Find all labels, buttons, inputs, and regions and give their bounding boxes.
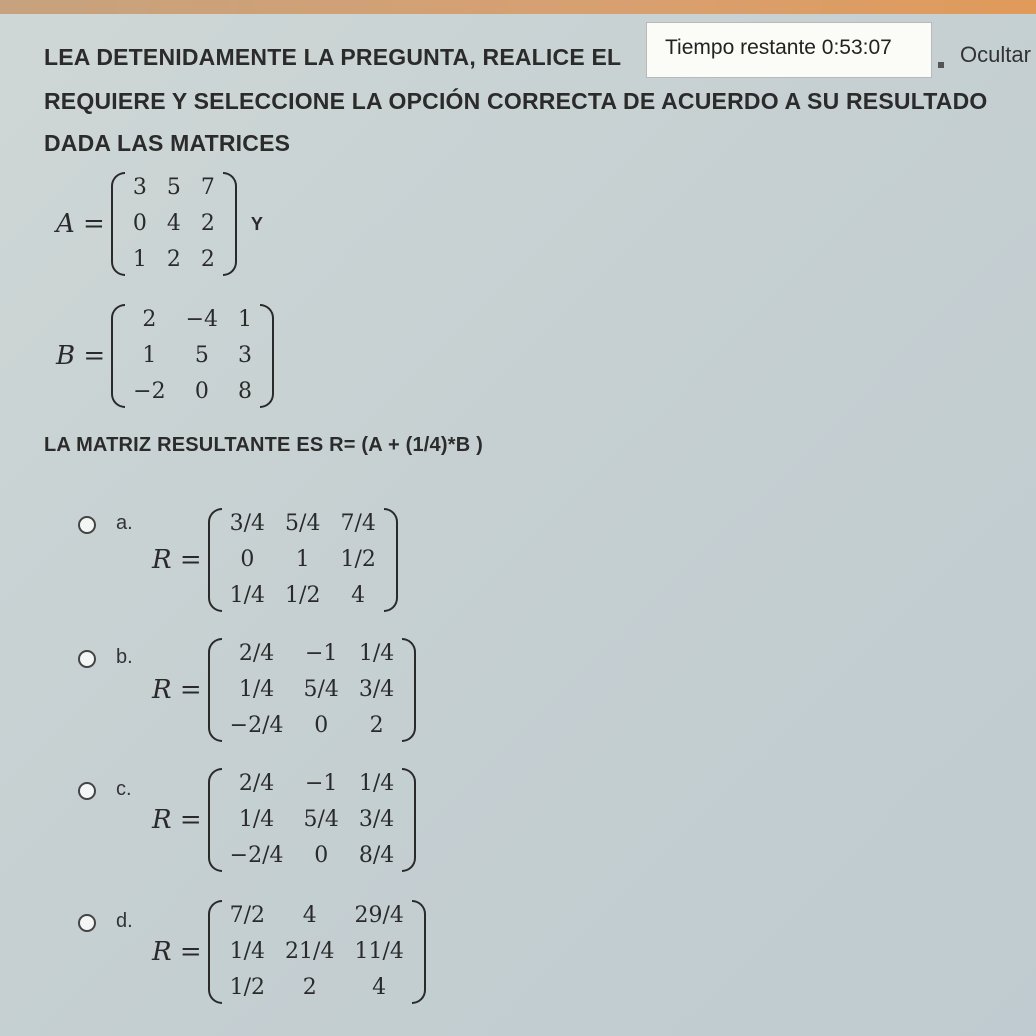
option-b[interactable]: [78, 646, 146, 669]
matrix-cell: 2: [302, 975, 317, 1000]
matrix-cell: 21/4: [285, 939, 335, 964]
and-word: Y: [250, 213, 263, 234]
matrix-cell: 1/2: [340, 547, 376, 572]
matrix-cell: 3/4: [229, 511, 266, 536]
matrix-cell: 1/2: [285, 583, 321, 608]
matrix-cell: 4: [372, 975, 387, 1000]
time-remaining-box: Tiempo restante 0:53:07: [646, 22, 932, 78]
matrix-cell: 4: [351, 583, 366, 608]
matrix-cell: 2/4: [238, 641, 275, 666]
matrix-cell: 8/4: [358, 843, 395, 868]
matrix-a: [56, 172, 263, 276]
matrix-cell: 2: [200, 247, 215, 272]
option-letter: a.: [116, 512, 133, 534]
matrix-cell: 7: [200, 175, 215, 200]
matrix-grid: [212, 508, 394, 612]
matrix-cell: −2/4: [229, 843, 284, 868]
matrix-b-label: B =: [56, 341, 106, 371]
matrix-cell: −2/4: [229, 713, 284, 738]
hide-marker-icon: [938, 62, 944, 68]
matrix-grid: [212, 638, 413, 742]
matrix-cell: 1/4: [358, 771, 395, 796]
radio-button[interactable]: [78, 914, 96, 932]
option-letter: c.: [116, 778, 132, 800]
matrix-cell: 29/4: [354, 903, 404, 928]
matrix-cell: 2: [200, 211, 215, 236]
question-line-1: LEA DETENIDAMENTE LA PREGUNTA, REALICE EL: [44, 44, 622, 70]
radio-button[interactable]: [78, 782, 96, 800]
hide-timer-link[interactable]: Ocultar: [960, 42, 1031, 67]
matrix-cell: 7/2: [229, 903, 266, 928]
matrix-a-grid: [115, 172, 233, 276]
matrix-cell: 5/4: [303, 677, 339, 702]
matrix-cell: 5/4: [303, 807, 339, 832]
matrix-cell: 1: [238, 307, 253, 332]
option-letter: d.: [116, 910, 133, 932]
option-c[interactable]: [78, 778, 146, 801]
radio-button[interactable]: [78, 650, 96, 668]
option-letter: b.: [116, 646, 133, 668]
matrix-grid: [212, 768, 413, 872]
matrix-cell: −2: [133, 379, 166, 404]
matrix-label: R =: [152, 545, 202, 575]
matrix-cell: 11/4: [354, 939, 404, 964]
matrix-cell: 0: [194, 379, 209, 404]
matrix-cell: 5/4: [285, 511, 321, 536]
matrix-cell: 2: [142, 307, 157, 332]
matrix-cell: 1: [142, 343, 157, 368]
matrix-cell: 0: [314, 843, 329, 868]
matrix-cell: 7/4: [340, 511, 376, 536]
matrix-grid: [212, 900, 422, 1004]
matrix-cell: 1/4: [238, 807, 275, 832]
matrix-cell: 0: [132, 211, 147, 236]
matrix-cell: 1/4: [229, 583, 266, 608]
matrix-cell: 5: [194, 343, 209, 368]
option-b-matrix[interactable]: [152, 638, 412, 742]
option-d-matrix[interactable]: [152, 900, 422, 1004]
matrix-cell: 4: [166, 211, 181, 236]
matrix-cell: 3/4: [358, 677, 395, 702]
option-a[interactable]: [78, 512, 146, 535]
matrix-cell: 1/4: [358, 641, 395, 666]
matrix-b-grid: [115, 304, 270, 408]
matrix-cell: 1: [132, 247, 147, 272]
matrix-cell: 3/4: [358, 807, 395, 832]
matrix-cell: 3: [238, 343, 253, 368]
matrix-cell: 1: [295, 547, 310, 572]
matrix-cell: 0: [314, 713, 329, 738]
option-c-matrix[interactable]: [152, 768, 412, 872]
radio-button[interactable]: [78, 516, 96, 534]
matrix-cell: 1/2: [229, 975, 266, 1000]
matrix-cell: −4: [185, 307, 219, 332]
top-bar: [0, 0, 1036, 14]
option-d[interactable]: [78, 910, 146, 933]
matrix-cell: 3: [132, 175, 147, 200]
option-a-matrix[interactable]: [152, 508, 394, 612]
matrix-cell: 2/4: [238, 771, 275, 796]
matrix-cell: −1: [304, 641, 338, 666]
matrix-cell: 2: [166, 247, 181, 272]
matrix-cell: 1/4: [229, 939, 266, 964]
matrix-cell: −1: [304, 771, 338, 796]
matrix-cell: 5: [166, 175, 181, 200]
result-formula: LA MATRIZ RESULTANTE ES R= (A + (1/4)*B ): [44, 434, 483, 456]
matrix-cell: 4: [302, 903, 317, 928]
matrix-cell: 1/4: [238, 677, 275, 702]
matrix-cell: 2: [369, 713, 384, 738]
matrix-label: R =: [152, 675, 202, 705]
question-line-3: DADA LAS MATRICES: [44, 130, 291, 156]
question-line-2: REQUIERE Y SELECCIONE LA OPCIÓN CORRECTA DE ACUERDO A SU RESULTADO: [44, 88, 988, 114]
matrix-cell: 0: [240, 547, 255, 572]
matrix-label: R =: [152, 805, 202, 835]
matrix-label: R =: [152, 937, 202, 967]
matrix-b: [56, 304, 270, 408]
matrix-a-label: A =: [56, 209, 105, 239]
matrix-cell: 8: [238, 379, 253, 404]
